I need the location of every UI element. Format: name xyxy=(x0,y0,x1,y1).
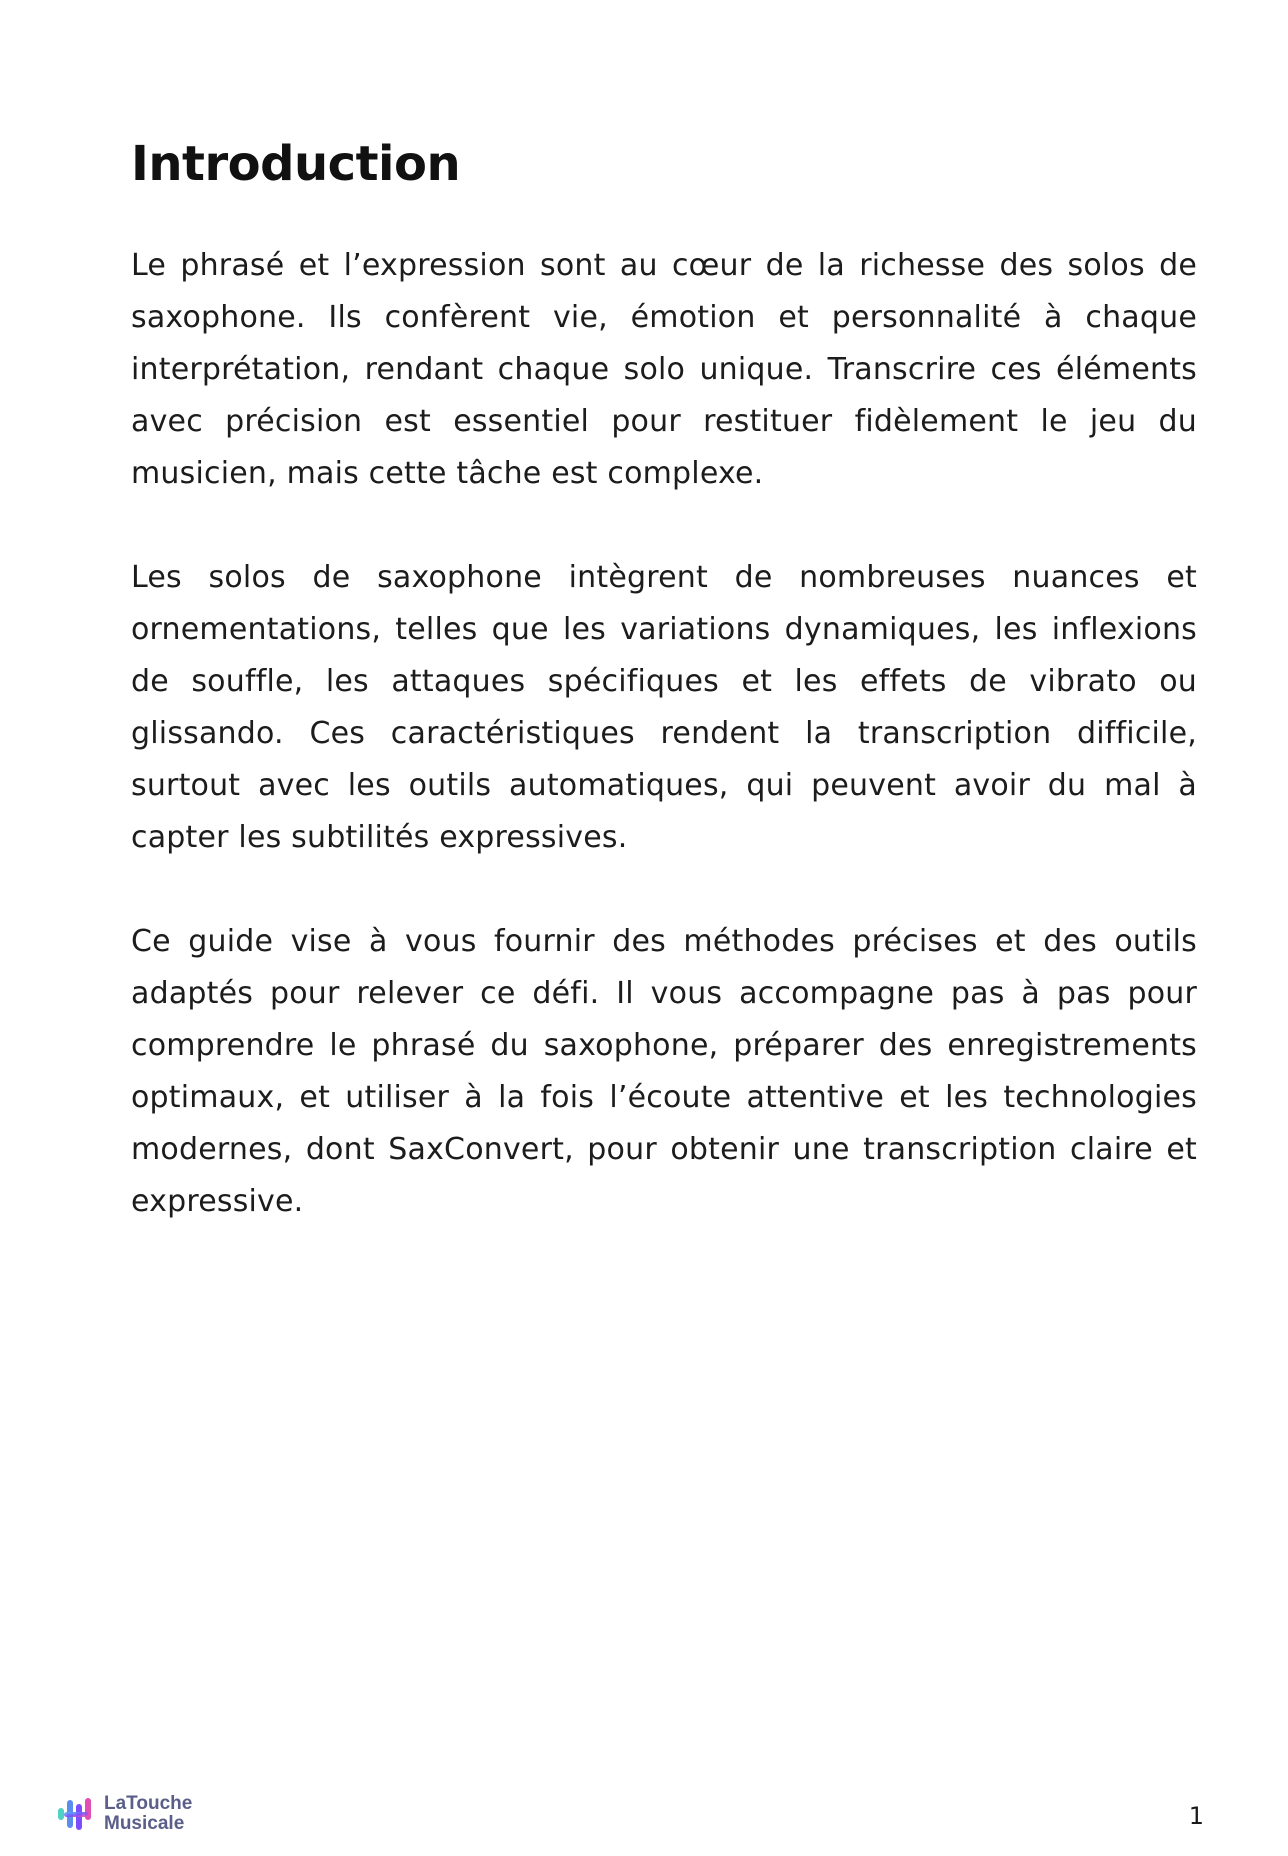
page-content xyxy=(131,128,1197,1228)
paragraph-2: Les solos de saxophone intègrent de nombreuses nuances et ornementations, telles que les variations dynamiques, les inflexions de souffle, les attaques spécifiques et les effets de vibrato ou glissando. Ces caractéristiques rendent la transcription difficile, surtout avec les outils automatiques, qui peuvent avoir du mal à capter les subtilités expressives. xyxy=(131,560,1197,855)
logo-text xyxy=(104,1794,192,1834)
logo-line-1: LaTouche xyxy=(104,1793,193,1814)
music-bars-icon xyxy=(56,1794,96,1834)
page-number: 1 xyxy=(1188,1802,1204,1830)
footer-logo xyxy=(56,1794,192,1834)
logo-line-2: Musicale xyxy=(104,1813,185,1834)
body-text xyxy=(131,240,1197,1228)
paragraph-3: Ce guide vise à vous fournir des méthodes précises et des outils adaptés pour relever ce défi. Il vous accompagne pas à pas pour comprendre le phrasé du saxophone, préparer des enregistrements optimaux, et utiliser à la fois l’écoute attentive et les technologies modernes, dont SaxConvert, pour obtenir une transcription claire et expressive. xyxy=(131,924,1197,1219)
page-title: Introduction xyxy=(131,136,461,192)
paragraph-1: Le phrasé et l’expression sont au cœur de la richesse des solos de saxophone. Ils confèrent vie, émotion et personnalité à chaque interprétation, rendant chaque solo unique. Transcrire ces éléments avec précision est essentiel pour restituer fidèlement le jeu du musicien, mais cette tâche est complexe. xyxy=(131,248,1197,491)
